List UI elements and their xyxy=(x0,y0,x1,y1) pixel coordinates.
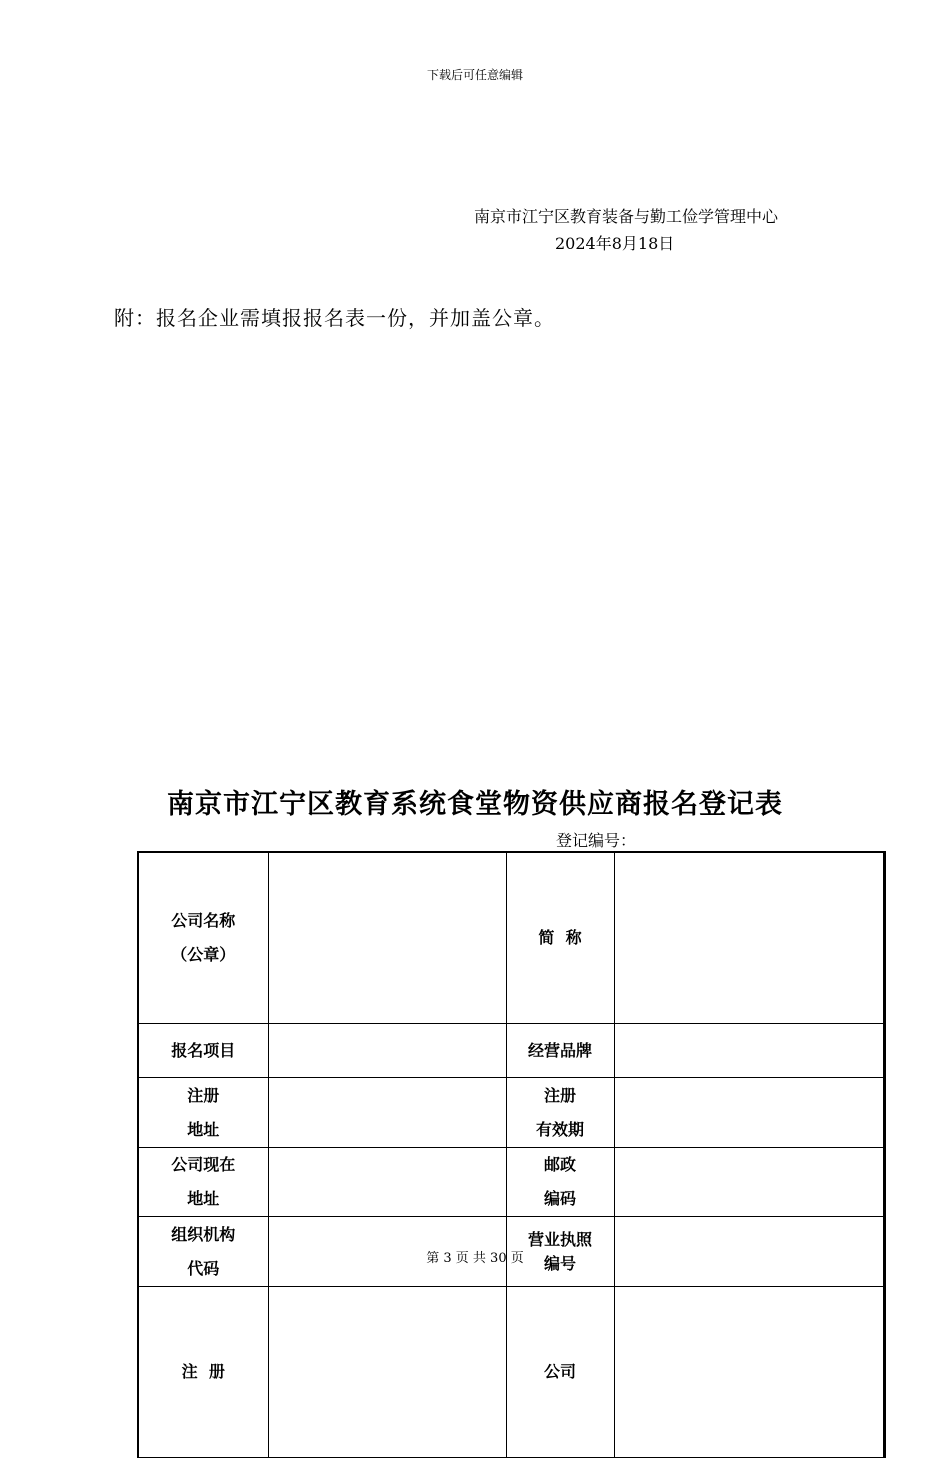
form-title: 南京市江宁区教育系统食堂物资供应商报名登记表 xyxy=(167,789,783,820)
page-footer: 第 3 页 共 30 页 xyxy=(426,1251,524,1266)
signature-organization: 南京市江宁区教育装备与勤工俭学管理中心 xyxy=(474,207,779,226)
registration-table xyxy=(137,851,886,1458)
label-brand: 经营品牌 xyxy=(506,1024,614,1078)
label-registration: 注 册 xyxy=(138,1287,268,1458)
label-organization-code: 组织机构 代码 xyxy=(138,1217,268,1287)
value-current-address[interactable] xyxy=(268,1148,506,1217)
label-company-name: 公司名称 （公章） xyxy=(138,852,268,1024)
value-brand[interactable] xyxy=(614,1024,884,1078)
value-short-name[interactable] xyxy=(614,852,884,1024)
label-project: 报名项目 xyxy=(138,1024,268,1078)
value-company[interactable] xyxy=(614,1287,884,1458)
label-business-license-number: 营业执照 编号 xyxy=(506,1217,614,1287)
value-postal-code[interactable] xyxy=(614,1148,884,1217)
label-current-address: 公司现在 地址 xyxy=(138,1148,268,1217)
label-registered-address: 注册 地址 xyxy=(138,1078,268,1148)
table-row xyxy=(138,1148,884,1217)
signature-date: 2024年8月18日 xyxy=(555,234,675,253)
label-company: 公司 xyxy=(506,1287,614,1458)
value-project[interactable] xyxy=(268,1024,506,1078)
value-registered-address[interactable] xyxy=(268,1078,506,1148)
value-registration-validity[interactable] xyxy=(614,1078,884,1148)
table-row xyxy=(138,1287,884,1458)
table-row xyxy=(138,852,884,1024)
attachment-note: 附：报名企业需填报报名表一份，并加盖公章。 xyxy=(114,306,555,330)
table-row xyxy=(138,1078,884,1148)
value-company-name[interactable] xyxy=(268,852,506,1024)
registration-number-label: 登记编号： xyxy=(556,831,637,850)
header-note: 下载后可任意编辑 xyxy=(426,68,523,82)
value-registration[interactable] xyxy=(268,1287,506,1458)
table-row xyxy=(138,1024,884,1078)
label-short-name: 简 称 xyxy=(506,852,614,1024)
label-postal-code: 邮政 编码 xyxy=(506,1148,614,1217)
label-registration-validity: 注册 有效期 xyxy=(506,1078,614,1148)
